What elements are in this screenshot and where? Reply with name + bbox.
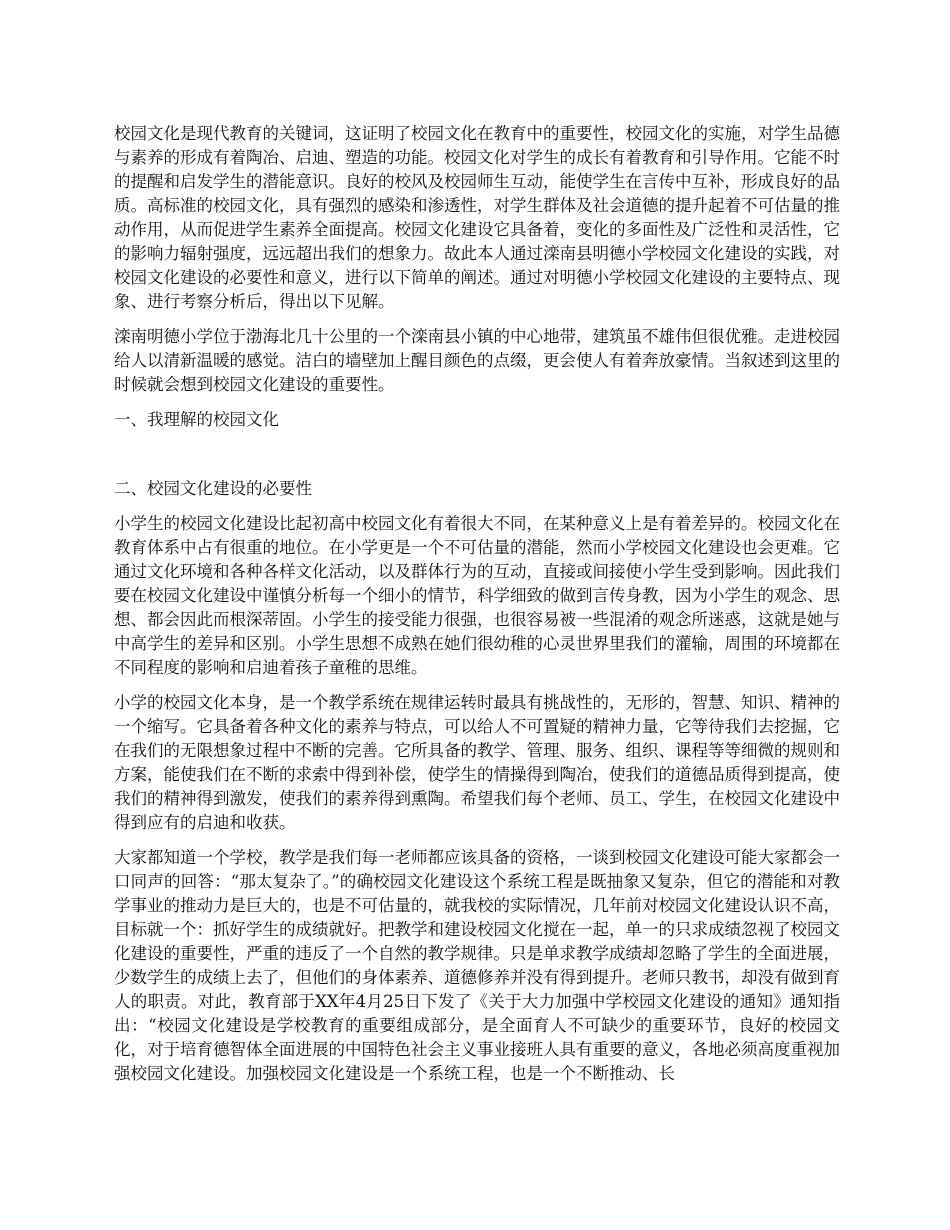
intro-paragraph-2: 滦南明德小学位于渤海北几十公里的一个滦南县小镇的中心地带，建筑虽不雄伟但很优雅。走进校园给人以清新温暖的感觉。洁白的墙壁加上醒目颜色的点缀，更会使人有着奔放豪情。当叙述到这里的时候就会想到校园文化建设的重要性。 — [114, 327, 840, 394]
section-2-paragraph-3: 大家都知道一个学校，教学是我们每一老师都应该具备的资格，一谈到校园文化建设可能大家都会一口同声的回答：“那太复杂了。”的确校园文化建设这个系统工程是既抽象又复杂，但它的潜能和对教学事业的推动力是巨大的，也是不可估量的，就我校的实际情况，几年前对校园文化建设认识不高，目标就一个：抓好学生的成绩就好。把教学和建设校园文化搅在一起，单一的只求成绩忽视了校园文化建设的重要性，严重的违反了一个自然的教学规律。只是单求教学成绩却忽略了学生的全面进展，少数学生的成绩上去了，但他们的身体素养、道德修养并没有得到提升。老师只教书，却没有做到育人的职责。对此，教育部于XX年4月25日下发了《关于大力加强中学校园文化建设的通知》通知指出：“校园文化建设是学校教育的重要组成部分，是全面育人不可缺少的重要环节，良好的校园文化，对于培育德智体全面进展的中国特色社会主义事业接班人具有重要的意义，各地必须高度重视加强校园文化建设。加强校园文化建设是一个系统工程，也是一个不断推动、长 — [114, 848, 840, 1083]
section-2-paragraph-2: 小学的校园文化本身，是一个教学系统在规律运转时最具有挑战性的，无形的，智慧、知识、精神的一个缩写。它具备着各种文化的素养与特点，可以给人不可置疑的精神力量，它等待我们去挖掘，它在我们的无限想象过程中不断的完善。它所具备的教学、管理、服务、组织、课程等等细微的规则和方案，能使我们在不断的求索中得到补偿，使学生的情操得到陶冶，使我们的道德品质得到提高，使我们的精神得到激发，使我们的素养得到熏陶。希望我们每个老师、员工、学生，在校园文化建设中得到应有的启迪和收获。 — [114, 693, 840, 832]
document-page — [114, 122, 840, 1097]
section-heading-2: 二、校园文化建设的必要性 — [114, 479, 312, 498]
section-2-paragraph-1: 小学生的校园文化建设比起初高中校园文化有着很大不同，在某种意义上是有着差异的。校园文化在教育体系中占有很重的地位。在小学更是一个不可估量的潜能，然而小学校园文化建设也会更难。它通过文化环境和各种各样文化活动，以及群体行为的互动，直接或间接使小学生受到影响。因此我们要在校园文化建设中谨慎分析每一个细小的情节，科学细致的做到言传身教，因为小学生的观念、思想、都会因此而根深蒂固。小学生的接受能力很强，也很容易被一些混淆的观念所迷惑，这就是她与中高学生的差异和区别。小学生思想不成熟在她们很幼稚的心灵世界里我们的灌输，周围的环境都在不同程度的影响和启迪着孩子童稚的思维。 — [114, 514, 840, 677]
intro-paragraph-1: 校园文化是现代教育的关键词，这证明了校园文化在教育中的重要性，校园文化的实施，对学生品德与素养的形成有着陶冶、启迪、塑造的功能。校园文化对学生的成长有着教育和引导作用。它能不时的提醒和启发学生的潜能意识。良好的校风及校园师生互动，能使学生在言传中互补，形成良好的品质。高标准的校园文化，具有强烈的感染和渗透性，对学生群体及社会道德的提升起着不可估量的推动作用，从而促进学生素养全面提高。校园文化建设它具备着，变化的多面性及广泛性和灵活性，它的影响力辐射强度，远远超出我们的想象力。故此本人通过滦南县明德小学校园文化建设的实践，对校园文化建设的必要性和意义，进行以下简单的阐述。通过对明德小学校园文化建设的主要特点、现象、进行考察分析后，得出以下见解。 — [114, 124, 840, 311]
section-heading-1: 一、我理解的校园文化 — [114, 410, 279, 429]
